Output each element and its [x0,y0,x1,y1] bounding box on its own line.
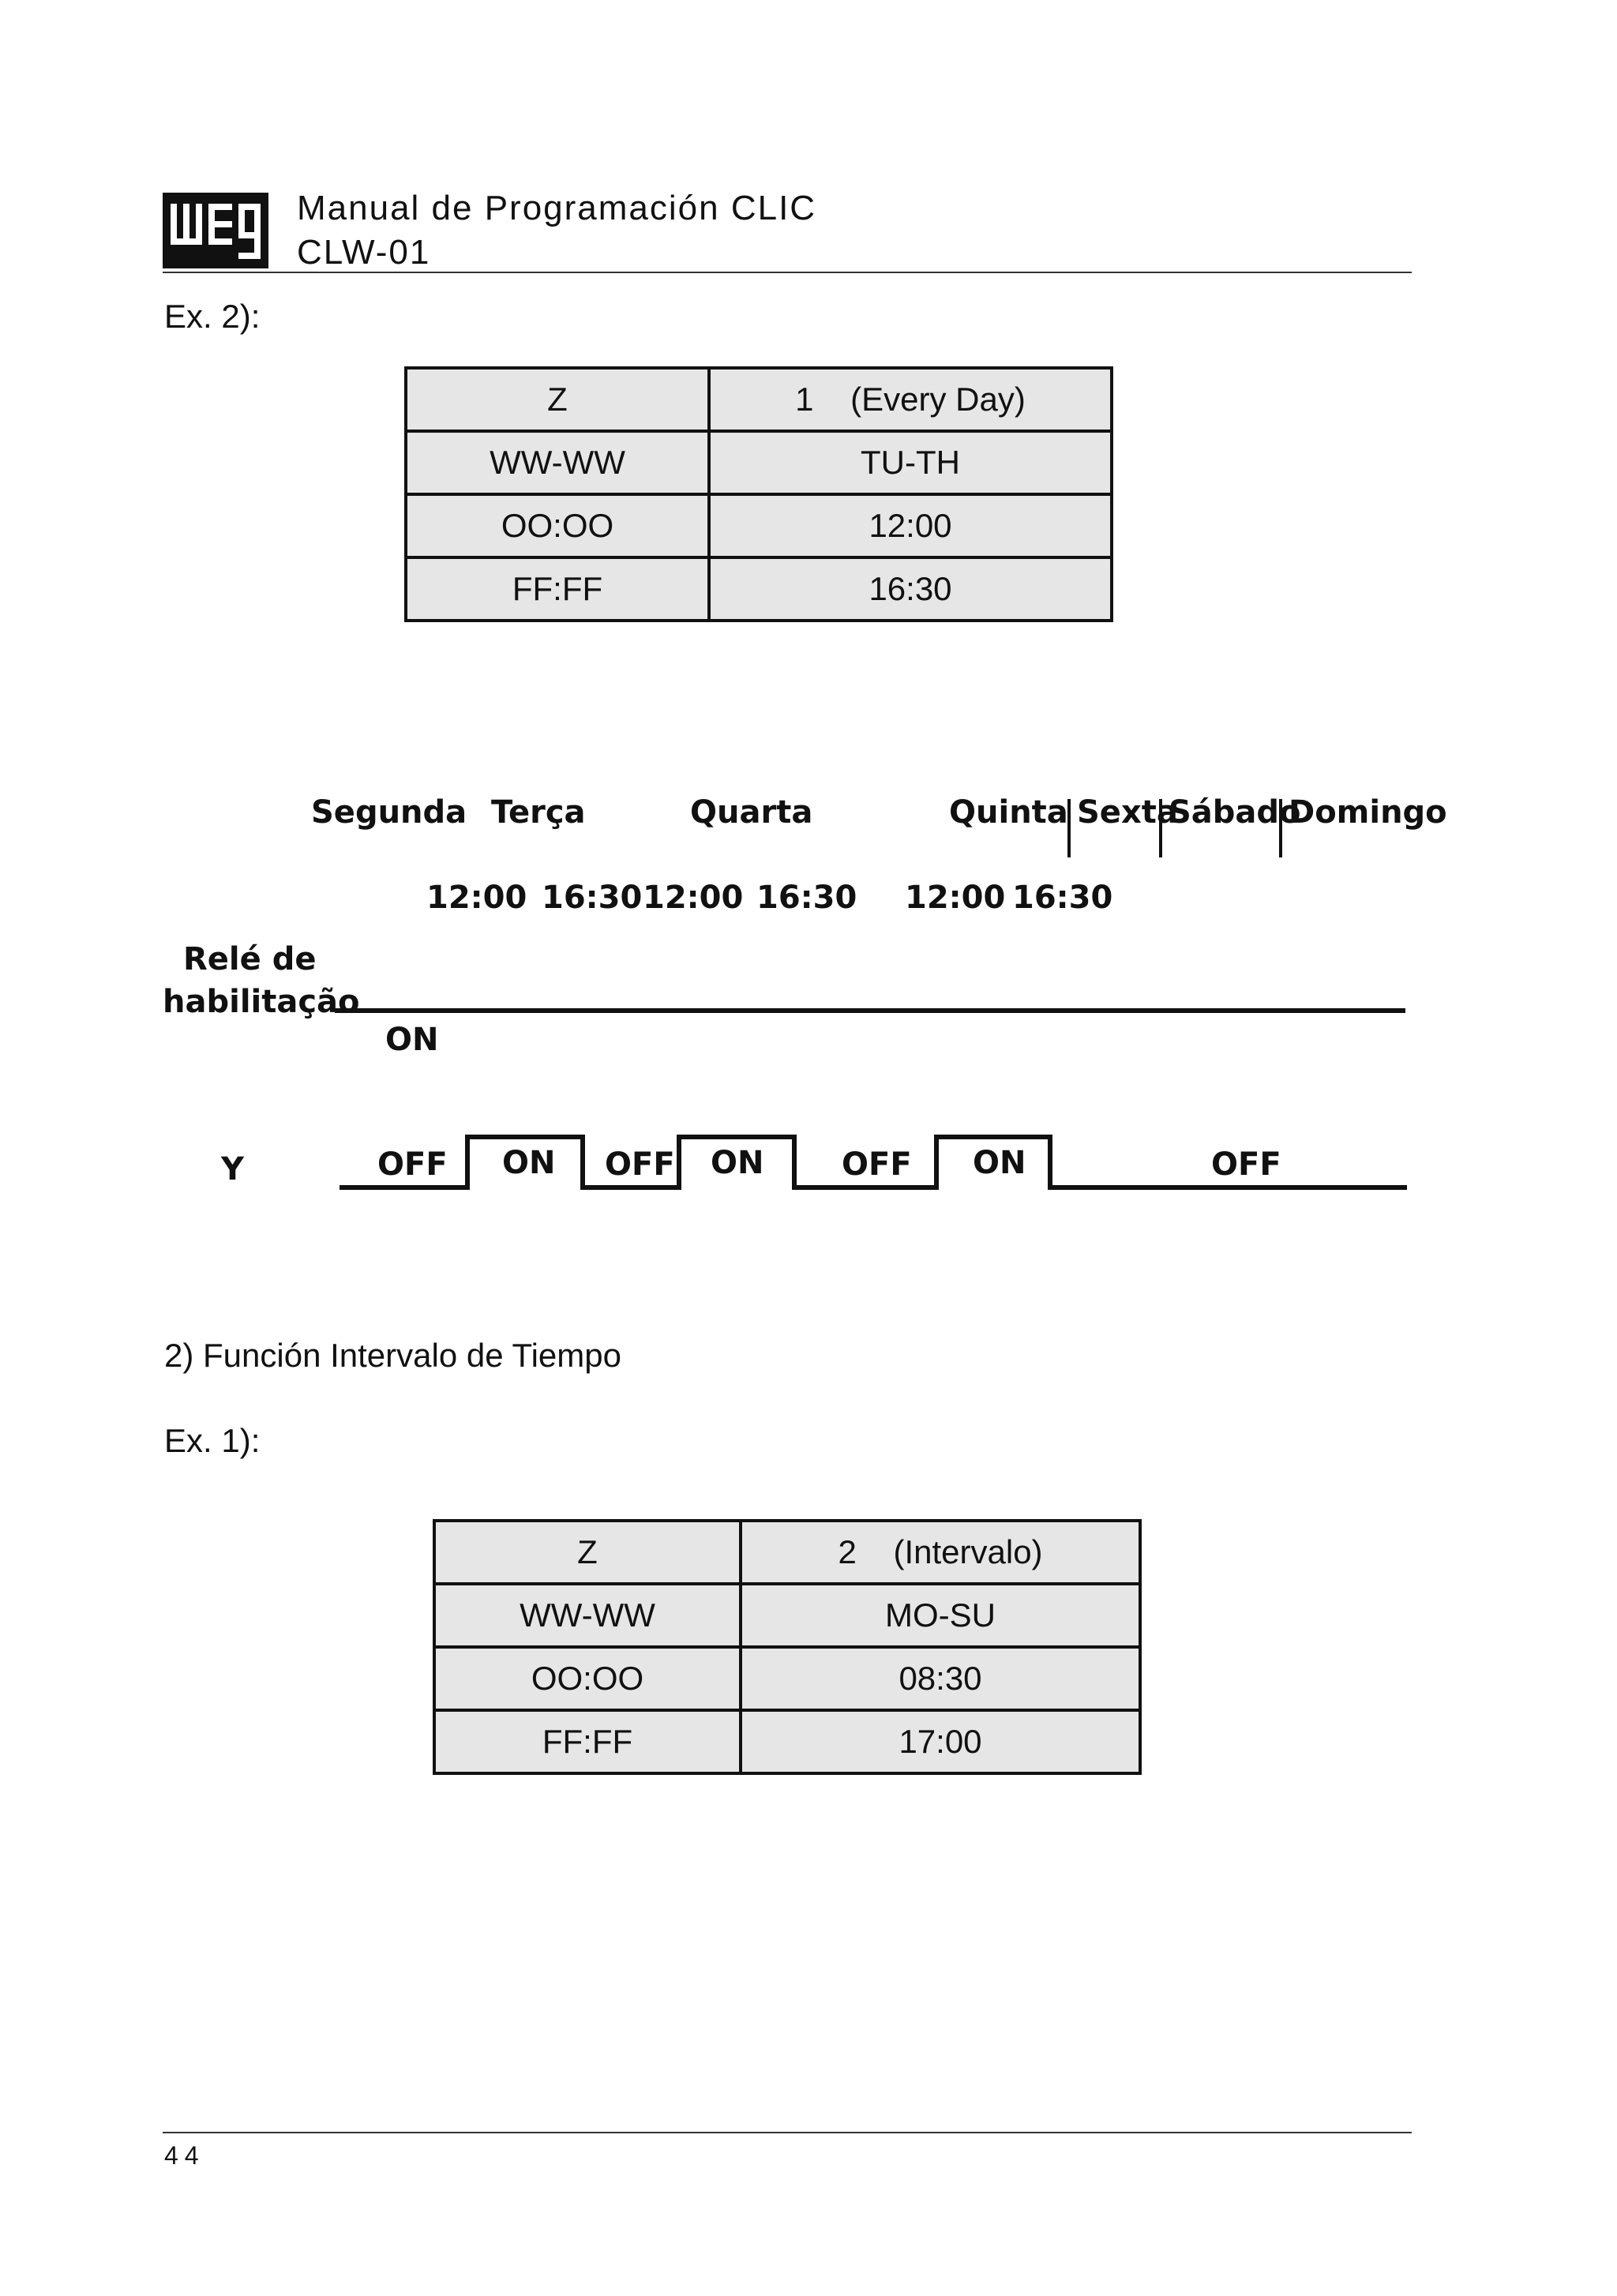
day-label-sabado: Sábado [1169,794,1301,831]
y-state-label: ON [502,1145,556,1181]
table-cell: OO:OO [406,494,709,557]
day-labels [311,794,1447,831]
table-cell: 12:00 [709,494,1112,557]
table-row [406,557,1112,621]
y-state-label: OFF [842,1146,912,1183]
relay-label-line2: habilitação [163,984,360,1020]
relay-state-label: ON [385,1022,439,1058]
day-label-quarta: Quarta [690,794,813,831]
day-label-sexta: Sexta [1077,794,1178,831]
time-label: 16:30 [542,880,643,916]
table-row [434,1584,1140,1647]
table-cell: WW-WW [434,1584,741,1647]
y-state-label: OFF [377,1146,448,1183]
table-cell: OO:OO [434,1647,741,1710]
table-cell: WW-WW [406,431,709,494]
table-cell: FF:FF [434,1710,741,1773]
footer-rule [163,2132,1412,2133]
y-state-label: OFF [605,1146,675,1183]
day-label-segunda: Segunda [311,794,467,831]
y-state-labels [377,1145,1281,1183]
example-2-label: Ex. 2): [164,298,261,335]
y-state-label: OFF [1211,1146,1281,1183]
table-row [406,368,1112,431]
section-2-heading: 2) Función Intervalo de Tiempo [164,1337,621,1374]
y-state-label: ON [711,1145,764,1181]
table-cell: Z [434,1521,741,1584]
time-label: 16:30 [1012,880,1113,916]
page-number: 44 [164,2141,205,2170]
timing-diagram [0,774,1617,1216]
table-cell: FF:FF [406,557,709,621]
table-cell: 16:30 [709,557,1112,621]
table-row [434,1521,1140,1584]
example-1-label: Ex. 1): [164,1422,261,1459]
table-row [434,1710,1140,1773]
time-label: 16:30 [756,880,857,916]
table-row [406,494,1112,557]
time-labels [426,880,1112,916]
header-rule [163,272,1412,273]
day-label-quinta: Quinta [949,794,1068,831]
day-label-terca: Terça [491,794,586,831]
time-label: 12:00 [905,880,1006,916]
time-label: 12:00 [426,880,527,916]
table-row [434,1647,1140,1710]
table-cell: 1 (Every Day) [709,368,1112,431]
table-cell: Z [406,368,709,431]
table-cell: 08:30 [741,1647,1140,1710]
table-cell: TU-TH [709,431,1112,494]
document-subtitle: CLW-01 [297,233,431,272]
table-cell: 17:00 [741,1710,1140,1773]
weg-logo [163,193,268,268]
y-state-label: ON [973,1145,1026,1181]
example-1-table [433,1519,1142,1775]
document-title: Manual de Programación CLIC [297,189,817,227]
time-label: 12:00 [643,880,744,916]
relay-label-line1: Relé de [183,941,317,977]
relay-label [163,941,360,1020]
table-cell: MO-SU [741,1584,1140,1647]
table-cell: 2 (Intervalo) [741,1521,1140,1584]
table-row [406,431,1112,494]
day-label-domingo: Domingo [1289,794,1447,831]
y-signal-label: Y [221,1151,244,1187]
example-2-table [404,366,1113,622]
